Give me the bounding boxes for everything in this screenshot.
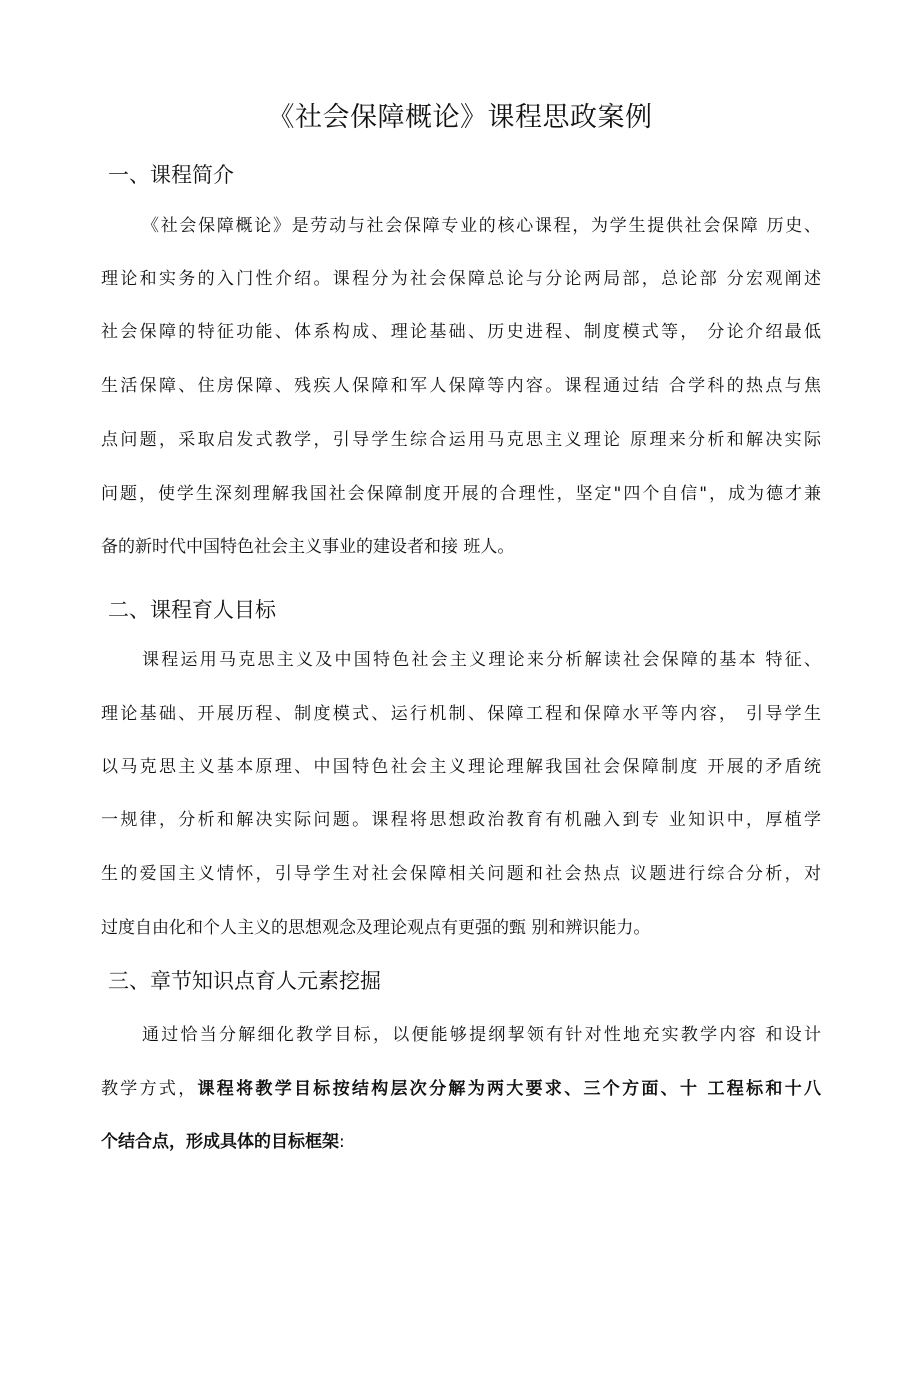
section-heading-goals: 二、课程育人目标 xyxy=(108,598,276,622)
paragraph-line: 理论基础、开展历程、制度模式、运行机制、保障工程和保障水平等内容， 引导学生 xyxy=(101,704,821,724)
paragraph-line: 生活保障、住房保障、残疾人保障和军人保障等内容。课程通过结 合学科的热点与焦 xyxy=(101,376,821,396)
paragraph-line: 通过恰当分解细化教学目标，以便能够提纲挈领有针对性地充实教学内容 和设计 xyxy=(142,1025,821,1045)
paragraph-line-mixed xyxy=(101,1075,821,1103)
paragraph-line: 备的新时代中国特色社会主义事业的建设者和接 班人。 xyxy=(101,537,515,557)
section-heading-chapter-elements: 三、章节知识点育人元素挖掘 xyxy=(108,969,381,993)
paragraph-line: 《社会保障概论》是劳动与社会保障专业的核心课程，为学生提供社会保障 历史、 xyxy=(142,216,821,236)
document-title: 《社会保障概论》课程思政案例 xyxy=(267,102,653,133)
paragraph-line: 过度自由化和个人主义的思想观念及理论观点有更强的甄 别和辨识能力。 xyxy=(101,918,651,938)
paragraph-line: 理论和实务的入门性介绍。课程分为社会保障总论与分论两局部，总论部 分宏观阐述 xyxy=(101,269,821,289)
paragraph-line: 课程运用马克思主义及中国特色社会主义理论来分析解读社会保障的基本 特征、 xyxy=(142,650,821,670)
paragraph-text-normal: : xyxy=(339,1132,345,1152)
paragraph-line: 点问题，采取启发式教学，引导学生综合运用马克思主义理论 原理来分析和解决实际 xyxy=(101,430,821,450)
paragraph-line: 一规律，分析和解决实际问题。课程将思想政治教育有机融入到专 业知识中，厚植学 xyxy=(101,810,821,830)
paragraph-line: 问题，使学生深刻理解我国社会保障制度开展的合理性，坚定"四个自信"，成为德才兼 xyxy=(101,484,821,504)
paragraph-line: 以马克思主义基本原理、中国特色社会主义理论理解我国社会保障制度 开展的矛盾统 xyxy=(101,757,821,777)
paragraph-text-bold: 个结合点，形成具体的目标框架 xyxy=(101,1132,339,1152)
paragraph-text-normal: 教学方式， xyxy=(101,1079,198,1099)
paragraph-line: 生的爱国主义情怀，引导学生对社会保障相关问题和社会热点 议题进行综合分析，对 xyxy=(101,864,821,884)
paragraph-line-mixed xyxy=(101,1128,821,1156)
section-heading-intro: 一、课程简介 xyxy=(108,163,234,187)
paragraph-line: 社会保障的特征功能、体系构成、理论基础、历史进程、制度模式等， 分论介绍最低 xyxy=(101,322,821,342)
paragraph-text-bold: 课程将教学目标按结构层次分解为两大要求、三个方面、十 工程标和十八 xyxy=(197,1079,821,1099)
